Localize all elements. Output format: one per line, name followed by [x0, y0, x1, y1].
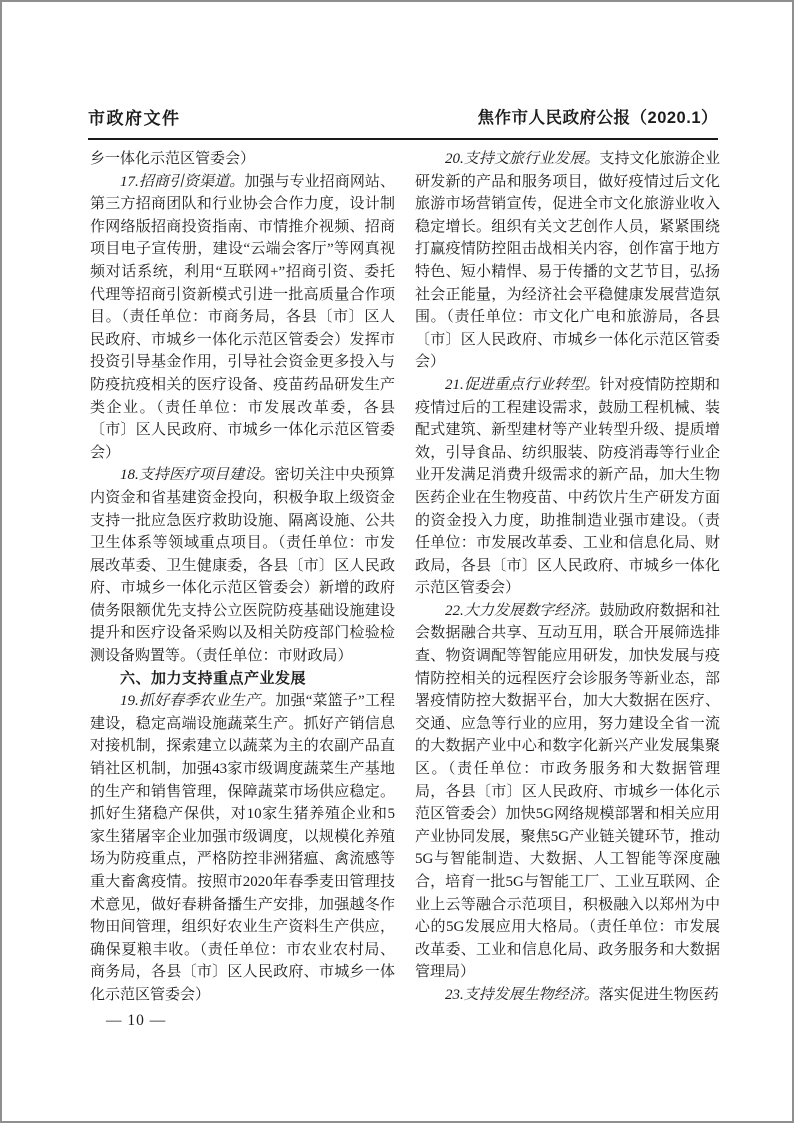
paragraph-item-21 — [415, 374, 720, 600]
paragraph-text: 落实促进生物医药 — [598, 986, 719, 1003]
header-right-title: 焦作市人民政府公报（2020.1） — [477, 109, 718, 127]
paragraph-text: 加强与专业招商网站、第三方招商团队和行业协会合作力度，设计制作网络版招商投资指南、市情推介视频、招商项目电子宣传册，建设“云端会客厅”等网真视频对话系统，利用“互联网+”招商引资、委托代理等招商引资新模式引进一批高质量合作项目。（责任单位：市商务局，各县〔市〕区人民政府、市城乡一体化示范区管委会）发挥市投资引导基金作用，引导社会资金更多投入与防疫抗疫相关的医疗设备、疫苗药品研发生产类企业。（责任单位：市发展改革委，各县〔市〕区人民政府、市城乡一体化示范区管委会） — [90, 173, 395, 461]
section-heading-6: 六、加力支持重点产业发展 — [120, 669, 307, 687]
paragraph-item-20 — [415, 148, 720, 374]
paragraph-item-22 — [415, 600, 720, 984]
header-left-title: 市政府文件 — [88, 109, 181, 128]
page-header — [88, 104, 718, 140]
paragraph-item-19 — [90, 690, 395, 1006]
paragraph-text: 支持文化旅游企业研发新的产品和服务项目，做好疫情过后文化旅游市场营销宣传，促进全市文化旅游业收入稳定增长。组织有关文艺创作人员，紧紧围绕打赢疫情防控阻击战相关内容，创作富于地方特色、短小精悍、易于传播的文艺节目，弘扬社会正能量，为经济社会平稳健康发展营造氛围。（责任单位：市文化广电和旅游局，各县〔市〕区人民政府、市城乡一体化示范区管委会） — [415, 151, 720, 371]
paragraph-text: 加强“菜篮子”工程建设，稳定高端设施蔬菜生产。抓好产销信息对接机制，探索建立以蔬菜为主的农副产品直销社区机制，加强43家市级调度蔬菜生产基地的生产和销售管理，保障蔬菜市场供应稳定。抓好生猪稳产保供，对10家生猪养殖企业和5家生猪屠宰企业加强市级调度，以规模化养殖场为防疫重点，严格防控非洲猪瘟、禽流感等重大畜禽疫情。按照市2020年春季麦田管理技术意见，做好春耕备播生产安排，加强越冬作物田间管理，组织好农业生产资料生产供应，确保夏粮丰收。（责任单位：市农业农村局、商务局，各县〔市〕区人民政府、市城乡一体化示范区管委会） — [90, 693, 395, 1003]
item-lead: 23.支持发展生物经济。 — [445, 986, 599, 1003]
paragraph-item-23 — [415, 984, 720, 1007]
item-lead: 22.大力发展数字经济。 — [445, 602, 600, 619]
paragraph-item-18 — [90, 464, 395, 667]
left-column — [90, 148, 395, 1007]
item-lead: 18.支持医疗项目建设。 — [120, 467, 275, 484]
paragraph-text: 鼓励政府数据和社会数据融合共享、互动互用，联合开展筛选排查、物资调配等智能应用研发，加快发展与疫情防控相关的远程医疗会诊服务等新业态，部署疫情防控大数据平台，加大大数据在医疗、交通、应急等行业的应用，努力建设全省一流的大数据产业中心和数字化新兴产业发展集聚区。（责任单位：市政务服务和大数据管理局，各县〔市〕区人民政府、市城乡一体化示范区管委会）加快5G网络规模部署和相关应用产业协同发展，聚焦5G产业链关键环节，推动5G与智能制造、大数据、人工智能等深度融合，培育一批5G与智能工厂、工业互联网、企业上云等融合示范项目，积极融入以郑州为中心的5G发展应用大格局。（责任单位：市发展改革委、工业和信息化局、政务服务和大数据管理局） — [415, 602, 720, 981]
paragraph-text: 针对疫情防控期和疫情过后的工程建设需求，鼓励工程机械、装配式建筑、新型建材等产业转型升级、提质增效，引导食品、纺织服装、防疫消毒等行业企业开发满足消费升级需求的新产品，加大生物医药企业在生物疫苗、中药饮片生产研发方面的资金投入力度，助推制造业强市建设。（责任单位：市发展改革委、工业和信息化局、财政局，各县〔市〕区人民政府、市城乡一体化示范区管委会） — [415, 376, 720, 597]
document-body — [90, 148, 720, 1007]
item-lead: 21.促进重点行业转型。 — [445, 376, 600, 393]
paragraph-text: 乡一体化示范区管委会） — [90, 151, 256, 167]
item-lead: 20.支持文旅行业发展。 — [445, 151, 600, 167]
page-number: — 10 — — [106, 1012, 167, 1029]
paragraph-16-continuation — [90, 148, 395, 171]
paragraph-text: 密切关注中央预算内资金和省基建资金投向，积极争取上级资金支持一批应急医疗救助设施、隔离设施、公共卫生体系等领域重点项目。（责任单位：市发展改革委、卫生健康委，各县〔市〕区人民政府、市城乡一体化示范区管委会）新增的政府债务限额优先支持公立医院防疫基础设施建设提升和医疗设备采购以及相关防疫部门检验检测设备购置等。（责任单位：市财政局） — [90, 467, 395, 665]
right-column — [415, 148, 720, 1007]
item-lead: 19.抓好春季农业生产。 — [120, 693, 276, 710]
paragraph-item-17 — [90, 171, 395, 465]
item-lead: 17.招商引资渠道。 — [120, 173, 245, 190]
